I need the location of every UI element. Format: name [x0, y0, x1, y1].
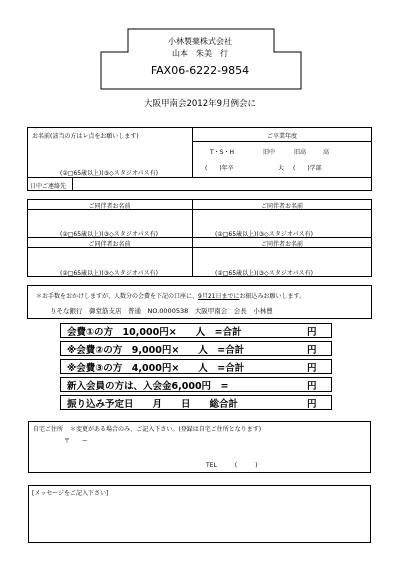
fee-unit: 円: [307, 363, 317, 374]
companion-options: (②□65歳以上)(③◇スタジオパス有): [60, 231, 158, 238]
fee-unit: 円: [307, 345, 317, 356]
notice-deadline: 9月21日までに: [198, 293, 240, 300]
era-option-tsh: T・S・H: [210, 149, 234, 156]
applicant-options: (②□65歳以上)(③◇スタジオパス有): [60, 170, 158, 177]
company-name: 小林製薬株式会社: [168, 37, 232, 46]
era-option-old-high: 旧高: [294, 149, 307, 156]
graduation-year-field: ( )年卒: [205, 165, 234, 172]
companion-header: ご同伴者お名前: [88, 203, 131, 210]
recipient-name: 山本 朱美 行: [172, 49, 228, 58]
fee-row-3: ※会費③の方 4,000円× 人 =合計: [67, 363, 245, 374]
fee-unit: 円: [307, 399, 317, 410]
applicant-name-label: お名前(該当の方はレ点をお願いします): [32, 133, 139, 140]
notice-prefix: ＊お手数をおかけしますが、人数分の会費を下記の口座に、: [36, 293, 199, 300]
companion-table: [27, 199, 372, 277]
companion-header: ご同伴者お名前: [260, 203, 303, 210]
faculty-field: ( )学部: [293, 165, 322, 172]
event-title: 大阪甲南会2012年9月例会に: [143, 99, 257, 109]
university-label: 大: [278, 165, 285, 172]
companion-header: ご同伴者お名前: [88, 241, 131, 248]
companion-header: ご同伴者お名前: [260, 241, 303, 248]
notice-line: [36, 291, 305, 300]
companion-options: (②□65歳以上)(③◇スタジオパス有): [215, 231, 313, 238]
fee-row-4: 新入会員の方は、入会金6,000円 =: [67, 381, 229, 392]
companion-options: (②□65歳以上)(③◇スタジオパス有): [60, 270, 158, 277]
address-label: 自宅ご住所: [33, 426, 64, 433]
era-option-old-middle: 旧中: [263, 149, 276, 156]
transfer-date-row: 振り込み予定日 月 日 総合計: [67, 399, 239, 410]
fax-number: FAX06-6222-9854: [150, 64, 250, 77]
fee-unit: 円: [307, 327, 317, 338]
era-option-high: 高: [323, 149, 330, 156]
bank-account: りそな銀行 御堂筋支店 普通 NO.0000538 大阪甲南会 会長 小林豊: [50, 307, 273, 315]
fee-unit: 円: [307, 381, 317, 392]
companion-options: (②□65歳以上)(③◇スタジオパス有): [215, 270, 313, 277]
contact-label: 日中ご連絡先: [30, 183, 67, 190]
address-note: ＊変更がある場合のみ、ご記入下さい。(登録は自宅ご住所となります): [70, 426, 262, 433]
graduation-year-label: ご卒業年度: [266, 133, 297, 140]
fee-row-1: 会費①の方 10,000円× 人 =合計: [67, 327, 242, 338]
fee-row-2: ※会費②の方 9,000円× 人 =合計: [67, 345, 245, 356]
message-label: [メッセージをご記入下さい]: [32, 490, 109, 497]
postal-code-field: 〒 ー: [64, 438, 89, 445]
tel-field: TEL ( ): [206, 462, 258, 469]
notice-suffix: お振込みお願いします。: [239, 293, 305, 300]
